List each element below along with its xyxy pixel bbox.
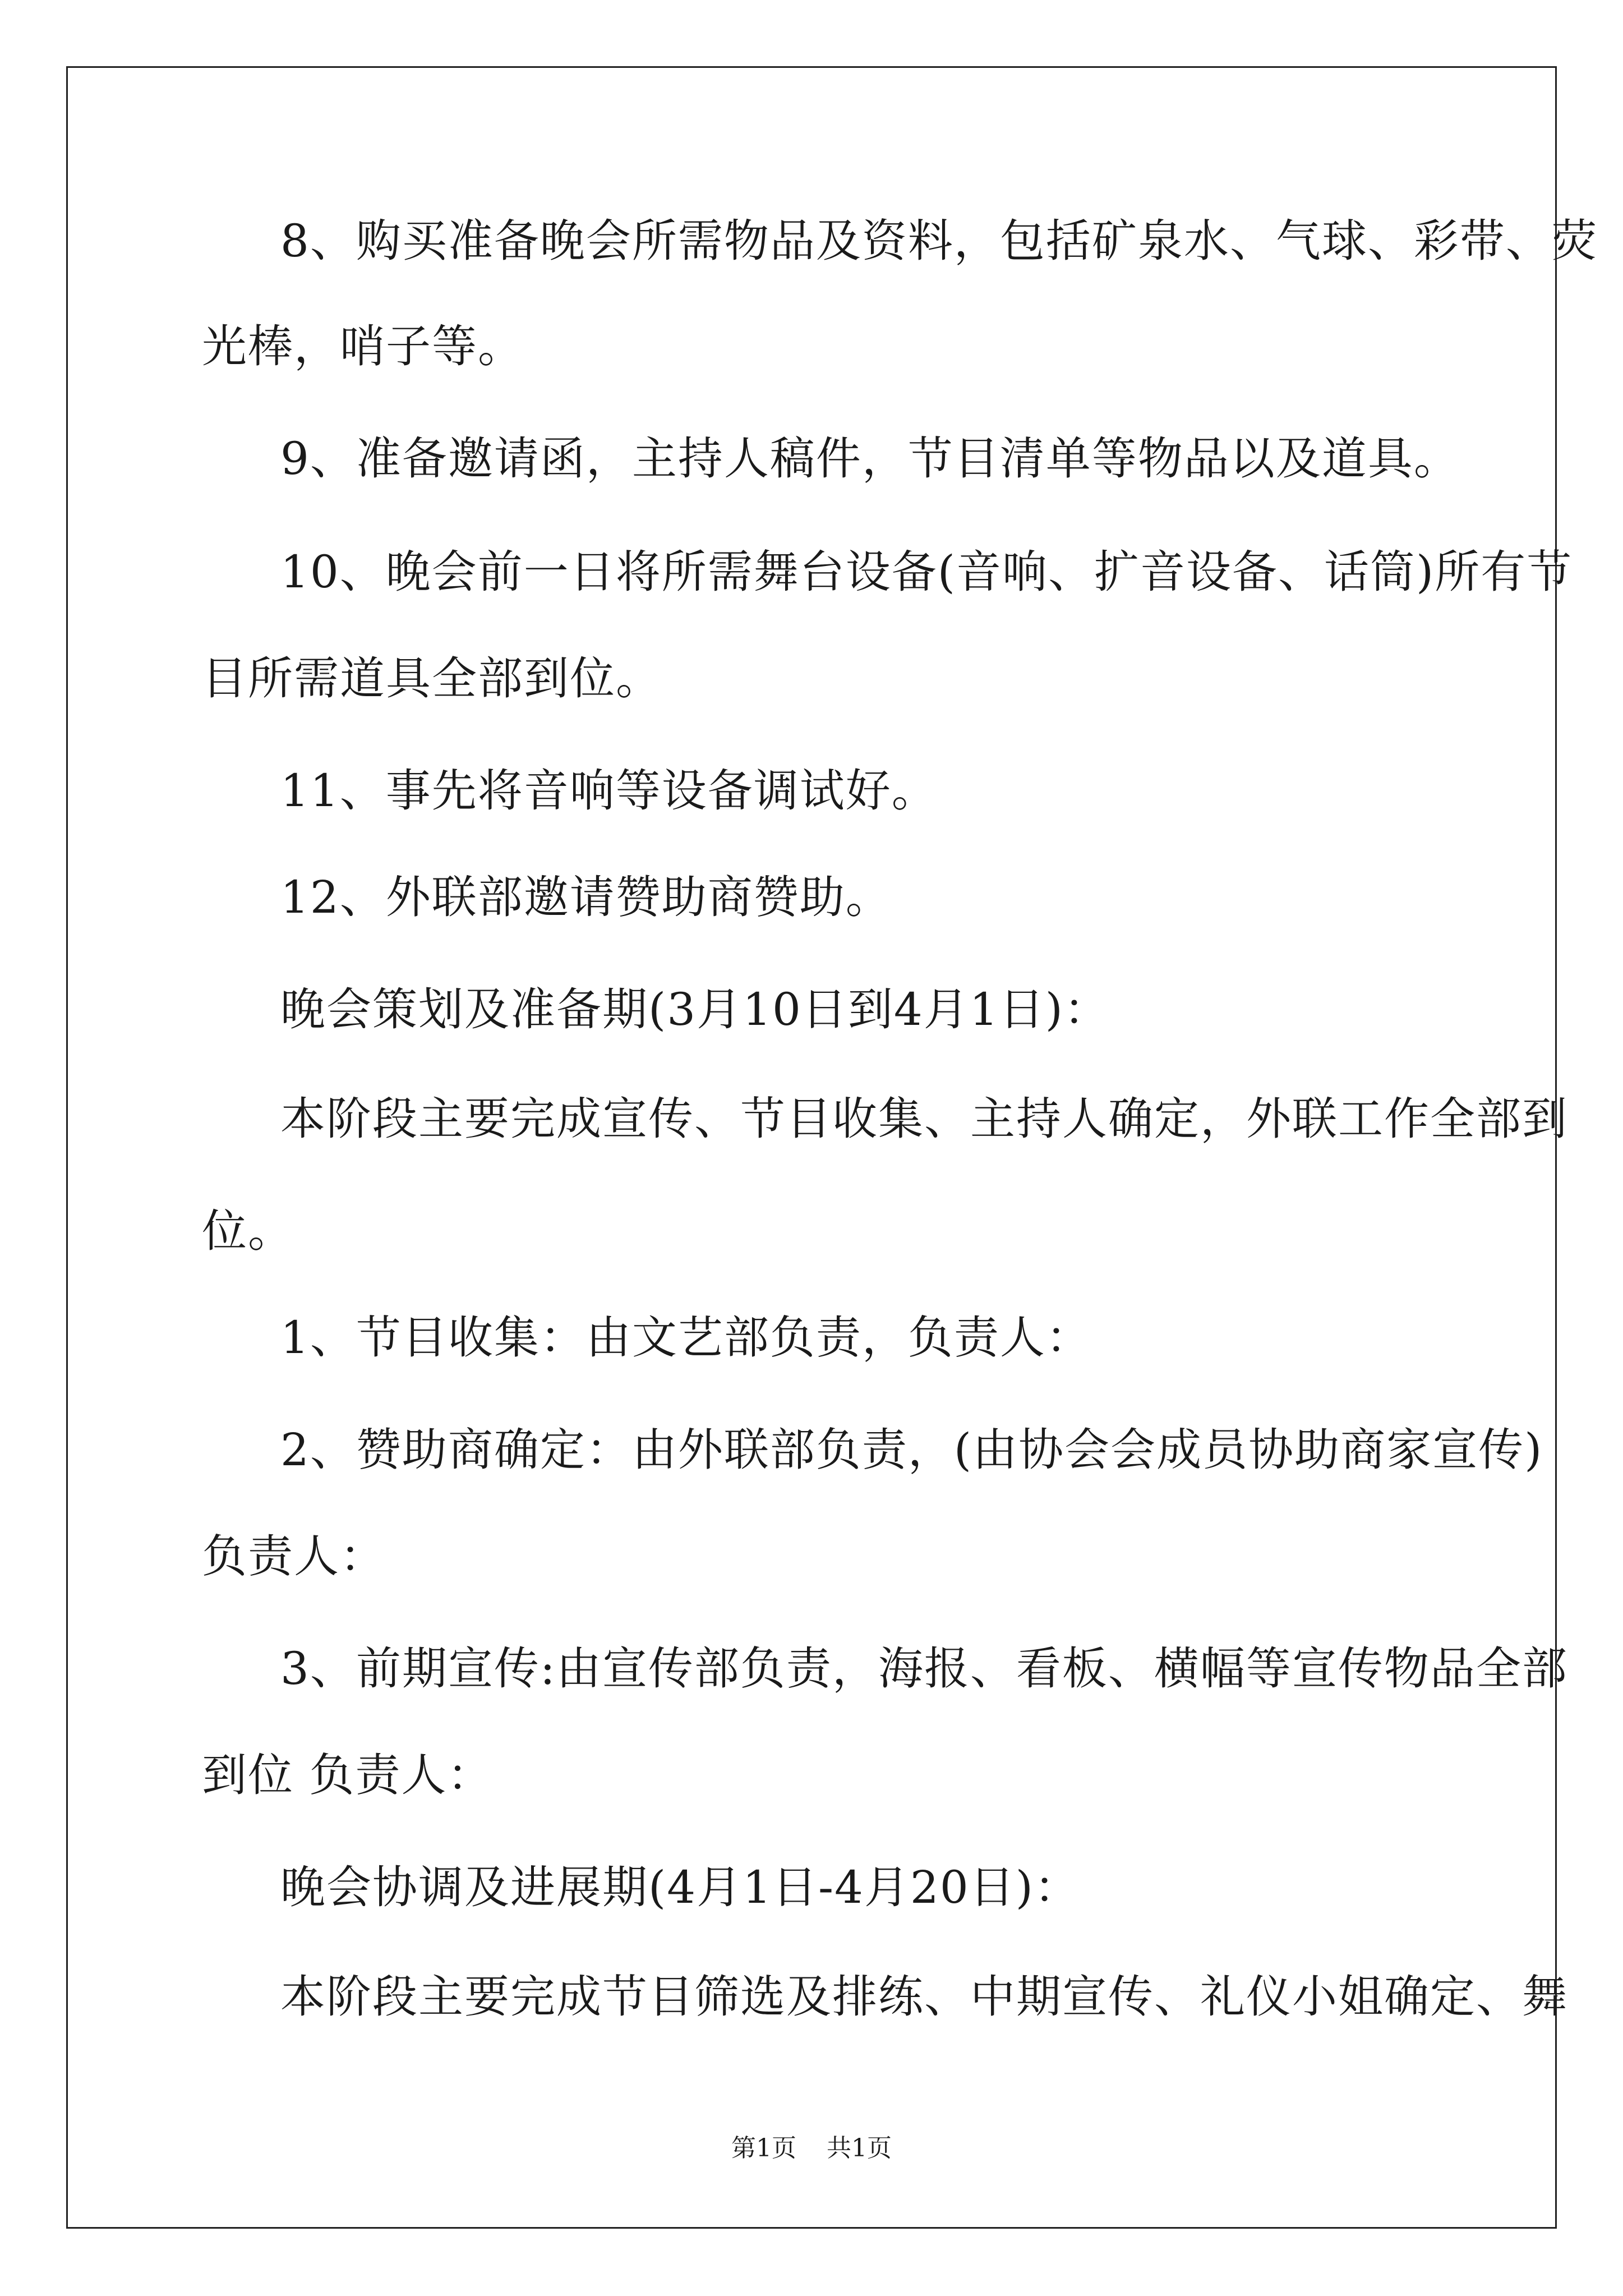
paragraph-line: 位。 — [202, 1205, 294, 1257]
paragraph-line: 负责人： — [202, 1530, 386, 1582]
paragraph-line: 10、晚会前一日将所需舞台设备(音响、扩音设备、话筒)所有节 — [280, 546, 1573, 598]
paragraph-line: 11、事先将音响等设备调试好。 — [280, 765, 938, 817]
paragraph-line: 目所需道具全部到位。 — [202, 652, 662, 705]
paragraph-line: 1、节目收集：由文艺部负责，负责人： — [280, 1312, 1092, 1364]
paragraph-line: 晚会策划及准备期(3月10日到4月1日)： — [280, 983, 1110, 1036]
paragraph-line: 晚会协调及进展期(4月1日-4月20日)： — [280, 1861, 1080, 1913]
paragraph-line: 到位 负责人： — [202, 1749, 494, 1801]
paragraph-line: 8、购买准备晚会所需物品及资料，包括矿泉水、气球、彩带、荧 — [280, 215, 1598, 267]
page-footer — [0, 2132, 1623, 2165]
paragraph-line: 本阶段主要完成宣传、节目收集、主持人确定，外联工作全部到 — [280, 1093, 1568, 1145]
paragraph-line: 光棒，哨子等。 — [202, 320, 524, 372]
page-total: 共1页 — [827, 2134, 892, 2162]
paragraph-line: 2、赞助商确定：由外联部负责，(由协会会成员协助商家宣传) — [280, 1424, 1543, 1476]
paragraph-line: 9、准备邀请函，主持人稿件，节目清单等物品以及道具。 — [280, 432, 1460, 485]
page-number: 第1页 — [731, 2134, 796, 2162]
paragraph-line: 3、前期宣传:由宣传部负责，海报、看板、横幅等宣传物品全部 — [280, 1642, 1568, 1695]
paragraph-line: 本阶段主要完成节目筛选及排练、中期宣传、礼仪小姐确定、舞 — [280, 1971, 1568, 2023]
paragraph-line: 12、外联部邀请赞助商赞助。 — [280, 871, 892, 923]
